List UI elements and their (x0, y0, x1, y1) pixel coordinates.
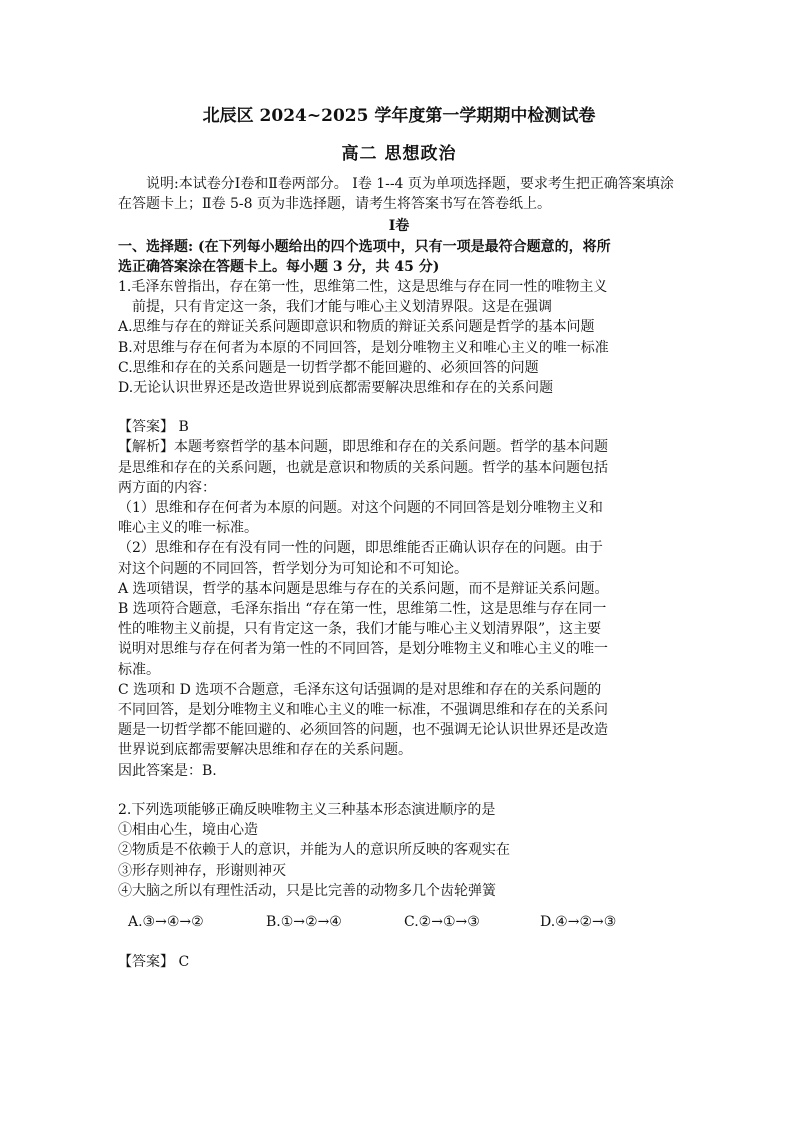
q2-option-b: B.①→②→④ (266, 913, 342, 930)
q2-answer: 【答案】 C (118, 953, 190, 970)
q2-item-4: ④大脑之所以有理性活动，只是比完善的动物多几个齿轮弹簧 (118, 882, 496, 899)
q1-analysis-line: 是思维和存在的关系问题，也就是意识和物质的关系问题。哲学的基本问题包括 (118, 459, 608, 476)
q1-analysis-line: （1）思维和存在何者为本原的问题。对这个问题的不同回答是划分唯物主义和 (118, 500, 603, 517)
instructions: 说明:本试卷分Ⅰ卷和Ⅱ卷两部分。 Ⅰ卷 1--4 页为单项选择题，要求考生把正确答案填涂在答题卡上；Ⅱ卷 5-8 页为非选择题，请考生将答案书写在答卷纸上。 (118, 176, 674, 213)
q1-analysis-line: A 选项错误，哲学的基本问题是思维与存在的关系问题，而不是辩证关系问题。 (118, 580, 609, 597)
q1-option-c: C.思维和存在的关系问题是一切哲学都不能回避的、必须回答的问题 (118, 359, 539, 376)
q1-analysis-line: 唯心主义的唯一标准。 (118, 520, 258, 537)
q1-analysis-line: 标准。 (118, 661, 160, 678)
q1-analysis-line: 性的唯物主义前提，只有肯定这一条，我们才能与唯心主义划清界限”，这主要 (118, 621, 602, 638)
q2-item-1: ①相由心生，境由心造 (118, 822, 258, 839)
q1-analysis-line: B 选项符合题意，毛泽东指出 “存在第一性，思维第二性，这是思维与存在同一 (118, 601, 607, 618)
q1-stem-line2: 前提，只有肯定这一条，我们才能与唯心主义划清界限。这是在强调 (132, 299, 552, 316)
exam-subtitle: 高二 思想政治 (341, 144, 457, 164)
q1-analysis-line: 不同回答，是划分唯物主义和唯心主义的唯一标准，不强调思维和存在的关系问 (118, 702, 608, 719)
q1-analysis-line: C 选项和 D 选项不合题意，毛泽东这句话强调的是对思维和存在的关系问题的 (118, 681, 602, 698)
q2-options (118, 911, 680, 933)
q2-option-a: A.③→④→② (128, 913, 204, 930)
q2-item-3: ③形存则神存，形谢则神灭 (118, 862, 286, 879)
q1-option-d: D.无论认识世界还是改造世界说到底都需要解决思维和存在的关系问题 (118, 380, 554, 397)
q1-analysis-line: 【解析】本题考察哲学的基本问题，即思维和存在的关系问题。哲学的基本问题 (118, 439, 608, 456)
q2-option-d: D.④→②→③ (540, 913, 617, 930)
q1-answer: 【答案】 B (118, 419, 189, 436)
q1-analysis-line: 因此答案是：B. (118, 762, 217, 779)
q2-stem: 2.下列选项能够正确反映唯物主义三种基本形态演进顺序的是 (118, 801, 496, 818)
q1-analysis-line: 对这个问题的不同回答，哲学划分为可知论和不可知论。 (118, 560, 468, 577)
q2-option-c: C.②→①→③ (404, 913, 480, 930)
exam-page (118, 100, 680, 972)
volume-heading: Ⅰ卷 (388, 218, 410, 235)
q1-analysis-line: （2）思维和存在有没有同一性的问题，即思维能否正确认识存在的问题。由于 (118, 540, 603, 557)
q1-option-a: A.思维与存在的辩证关系问题即意识和物质的辩证关系问题是哲学的基本问题 (118, 319, 595, 336)
q1-analysis-line: 两方面的内容： (118, 479, 216, 496)
q1-analysis-line: 说明对思维与存在何者为第一性的不同回答，是划分唯物主义和唯心主义的唯一 (118, 641, 608, 658)
q1-analysis-line: 世界说到底都需要解决思维和存在的关系问题。 (118, 742, 412, 759)
q1-stem-line1: 1.毛泽东曾指出，存在第一性，思维第二性，这是思维与存在同一性的唯物主义 (118, 279, 608, 296)
section-heading-line2: 选正确答案涂在答题卡上。每小题 3 分，共 45 分) (118, 258, 440, 275)
q1-option-b: B.对思维与存在何者为本原的不同回答，是划分唯物主义和唯心主义的唯一标准 (118, 339, 609, 356)
q2-item-2: ②物质是不依赖于人的意识，并能为人的意识所反映的客观实在 (118, 842, 510, 859)
q1-analysis-line: 题是一切哲学都不能回避的、必须回答的问题，也不强调无论认识世界还是改造 (118, 722, 608, 739)
exam-title: 北辰区 2024~2025 学年度第一学期期中检测试卷 (202, 106, 596, 126)
section-heading-line1: 一、选择题: (在下列每小题给出的四个选项中，只有一项是最符合题意的，将所 (118, 238, 611, 255)
